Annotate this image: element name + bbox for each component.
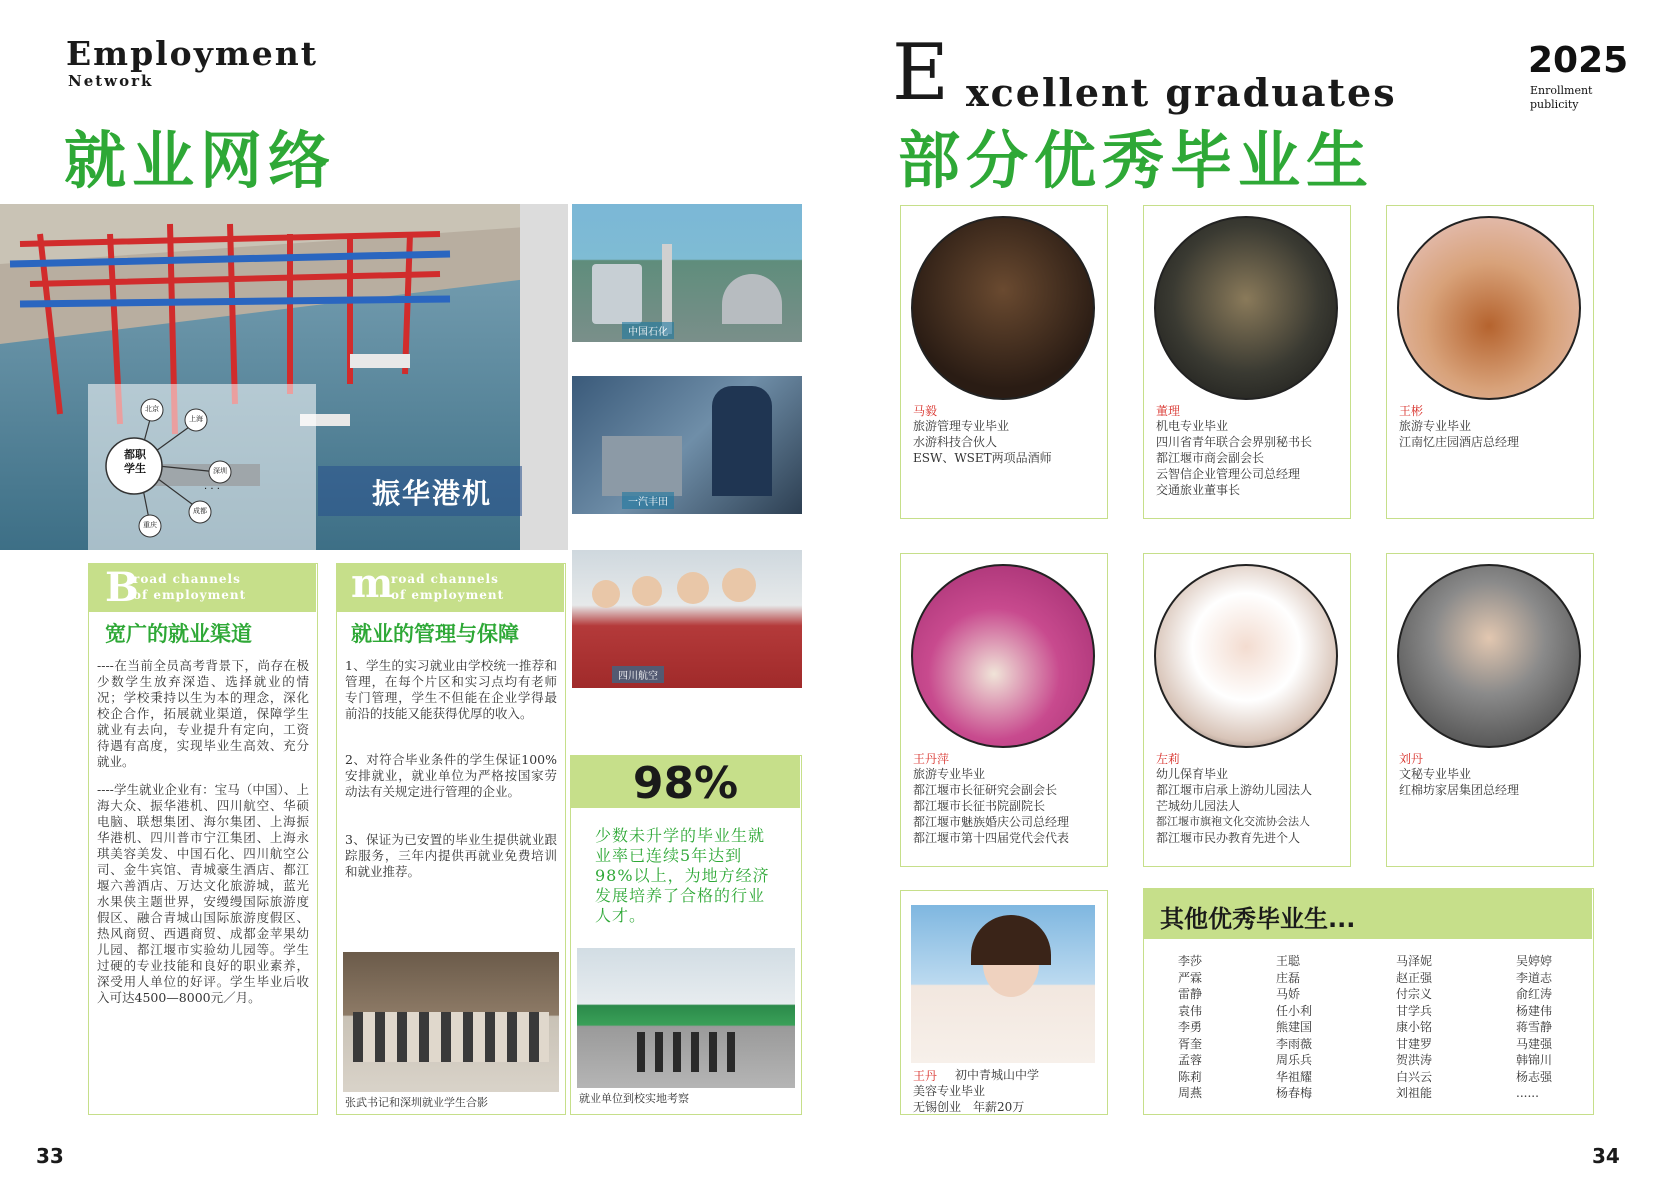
port-photo (0, 204, 568, 550)
other-name: 李莎 (1178, 954, 1203, 968)
other-name: 李勇 (1178, 1020, 1203, 1034)
header-en-sub: Network (68, 72, 154, 90)
other-graduates (1143, 888, 1594, 1115)
other-name: 周乐兵 (1276, 1053, 1313, 1067)
graduate-line-3-2: 都江堰市长征书院副院长 (913, 799, 1046, 813)
graduate-photo-4 (1154, 564, 1338, 748)
other-name: 康小铭 (1396, 1020, 1433, 1034)
stat-value: 98% (632, 758, 739, 809)
other-name: 袁伟 (1178, 1003, 1203, 1018)
other-name: 庄磊 (1276, 970, 1301, 985)
graduate-name-2: 王彬 (1399, 404, 1424, 418)
graduate-line-3-3: 都江堰市魅族婚庆公司总经理 (913, 815, 1070, 829)
graduate-photo-0 (911, 216, 1095, 400)
graduate-line-4-3: 都江堰市旗袍文化交流协会法人 (1156, 815, 1310, 828)
other-name: 华祖耀 (1276, 1069, 1313, 1084)
graduate-line-0-2: ESW、WSET两项品酒师 (913, 451, 1052, 465)
year-sub2: publicity (1530, 98, 1579, 111)
photo-airline (572, 550, 802, 688)
other-name: 韩锦川 (1516, 1053, 1553, 1067)
other-name: 杨志强 (1516, 1069, 1553, 1084)
graduate-name-0: 马毅 (913, 404, 938, 418)
graduate-name-4: 左莉 (1156, 752, 1181, 766)
section-management (336, 560, 566, 1115)
graduate-card-0 (900, 205, 1108, 519)
other-col-1 (1276, 953, 1312, 1102)
stat-text: 少数未升学的毕业生就业率已连续5年达到98%以上，为地方经济发展培养了合格的行业人才。 (595, 826, 770, 925)
section2-p3: 3、保证为已安置的毕业生提供就业跟踪服务，三年内提供再就业免费培训和就业推荐。 (345, 832, 557, 879)
other-name: 吴婷婷 (1516, 954, 1553, 968)
graduate-line-4-1: 都江堰市启承上游幼儿园法人 (1156, 783, 1313, 797)
wangdan-line1: 初中青城山中学 (955, 1068, 1040, 1082)
section2-en-line2: of employment (391, 588, 505, 602)
graduate-card-4 (1143, 553, 1351, 867)
graduate-line-2-1: 江南忆庄园酒店总经理 (1399, 435, 1520, 449)
graduate-photo-2 (1397, 216, 1581, 400)
other-name: 付宗义 (1396, 987, 1433, 1001)
graduate-line-1-2: 都江堰市商会副会长 (1156, 451, 1265, 465)
graduate-line-3-4: 都江堰市第十四届党代会代表 (913, 831, 1070, 845)
header-en: Employment (66, 34, 319, 73)
other-graduates-title: 其他优秀毕业生... (1160, 905, 1356, 933)
other-col-0 (1178, 953, 1202, 1102)
graduate-card-1 (1143, 205, 1351, 519)
graduate-photo-5 (1397, 564, 1581, 748)
wangdan-line3: 无锡创业 年薪20万 (913, 1100, 1025, 1114)
graduate-name-3: 王丹萍 (913, 752, 950, 766)
other-name: 白兴云 (1396, 1069, 1433, 1084)
graduate-line-3-1: 都江堰市长征研究会副会长 (913, 783, 1058, 797)
photo-factory (572, 376, 802, 514)
section1-initial: B (105, 564, 139, 611)
page-title: 就业网络 (64, 124, 337, 197)
graduate-photo-wangdan (911, 905, 1095, 1063)
graduate-line-4-2: 芒城幼儿园法人 (1156, 799, 1241, 813)
graduate-photo-3 (911, 564, 1095, 748)
graduate-line-1-1: 四川省青年联合会界别秘书长 (1156, 435, 1313, 449)
other-name: 马娇 (1276, 987, 1301, 1001)
port-label: 振华港机 (372, 477, 493, 510)
header-rest: xcellent graduates (966, 70, 1397, 115)
other-name: 周燕 (1178, 1086, 1203, 1100)
section2-p2: 2、对符合毕业条件的学生保证100%安排就业，就业单位为严格按国家劳动法有关规定进行管理的企业。 (345, 752, 557, 799)
other-name: 任小利 (1276, 1003, 1313, 1018)
section2-title: 就业的管理与保障 (351, 622, 519, 646)
graduate-line-1-0: 机电专业毕业 (1156, 419, 1229, 433)
section2-p1: 1、学生的实习就业由学校统一推荐和管理，在每个片区和实习点均有老师专门管理，学生不但能在企业学得最前沿的技能又能获得优厚的收入。 (345, 658, 557, 721)
other-name: 俞红涛 (1516, 987, 1553, 1001)
section2-caption: 张武书记和深圳就业学生合影 (345, 1096, 488, 1109)
photo-petrochem (572, 204, 802, 342)
page-number-right: 34 (1592, 1144, 1620, 1168)
other-name: 雷静 (1178, 987, 1203, 1001)
other-name: 蒋雪静 (1516, 1020, 1553, 1034)
graduate-line-4-4: 都江堰市民办教育先进个人 (1156, 831, 1301, 845)
header-initial: E (892, 28, 949, 118)
section2-initial: m (351, 560, 394, 607)
diagram-node-3: 成都 (193, 507, 207, 515)
graduate-line-1-3: 云智信企业管理公司总经理 (1156, 467, 1301, 481)
stat-caption: 就业单位到校实地考察 (579, 1092, 689, 1105)
graduate-name-1: 董理 (1156, 404, 1181, 418)
section1-para2: ----学生就业企业有：宝马（中国）、上海大众、振华港机、四川航空、华硕电脑、联想集团、海尔集团、上海振华港机、四川普市宁江集团、上海永琪美容美发、中国石化、四川航空公司、金牛宾馆、青城豪生酒店、都江堰六善酒店、万达文化旅游城，蓝光水果侠主题世界，安缦缦国际旅游度假区、融合青城山国际旅游度假区、热风商贸、西遇商贸、成都金苹果幼儿园、都江堰市实验幼儿园等。学生过硬的专业技能和良好的职业素养，深受用人单位的好评。学生毕业后收入可达4500—8000元／月。 (97, 782, 309, 1005)
section1-title: 宽广的就业渠道 (105, 622, 252, 646)
other-col-2 (1396, 953, 1432, 1102)
graduate-line-0-1: 水游科技合伙人 (913, 435, 998, 449)
graduate-card-3 (900, 553, 1108, 867)
group-photo-students (343, 952, 559, 1092)
other-name: 甘建罗 (1396, 1036, 1433, 1051)
stat-card (570, 755, 802, 1115)
other-name: 贺洪涛 (1396, 1053, 1433, 1067)
wangdan-line2: 美容专业毕业 (913, 1084, 986, 1098)
other-name: 刘祖能 (1396, 1086, 1433, 1100)
graduate-line-0-0: 旅游管理专业毕业 (913, 419, 1010, 433)
graduate-line-1-4: 交通旅业董事长 (1156, 483, 1241, 497)
section1-en-line1: road channels (133, 572, 241, 586)
section-broad-channels (88, 563, 318, 1115)
section1-en-line2: of employment (133, 588, 247, 602)
graduate-name-wangdan: 王丹 (913, 1069, 938, 1083)
graduate-line-5-0: 文秘专业毕业 (1399, 767, 1472, 781)
section2-en-line1: road channels (391, 572, 499, 586)
other-name: 李道志 (1516, 970, 1553, 985)
graduate-card-2 (1386, 205, 1594, 519)
other-name: 李雨薇 (1276, 1036, 1313, 1051)
other-name: 赵正强 (1396, 970, 1433, 985)
diagram-node-0: 北京 (145, 405, 159, 413)
diagram-node-1: 上海 (189, 415, 203, 423)
graduate-line-4-0: 幼儿保育毕业 (1156, 767, 1229, 781)
section1-header (89, 564, 316, 612)
graduate-card-5 (1386, 553, 1594, 867)
section2-header (337, 560, 564, 612)
diagram-node-4: 重庆 (143, 521, 157, 529)
other-col-3 (1516, 953, 1552, 1102)
other-name: ...... (1516, 1086, 1539, 1100)
other-name: 孟蓉 (1178, 1053, 1203, 1067)
graduate-line-2-0: 旅游专业毕业 (1399, 419, 1472, 433)
diagram-center: 都职 学生 (124, 448, 146, 475)
photo-label-1: 一汽丰田 (622, 492, 674, 509)
other-name: 杨春梅 (1276, 1086, 1313, 1100)
right-page-title: 部分优秀毕业生 (898, 124, 1375, 197)
other-name: 马泽妮 (1396, 954, 1433, 968)
other-name: 陈莉 (1178, 1069, 1203, 1084)
graduate-line-5-1: 红棉坊家居集团总经理 (1399, 783, 1520, 797)
graduate-photo-1 (1154, 216, 1338, 400)
year: 2025 (1528, 40, 1629, 81)
other-name: 熊建国 (1276, 1020, 1313, 1034)
diagram-dots: · · · (204, 484, 220, 495)
other-name: 杨建伟 (1516, 1003, 1553, 1018)
other-name: 马建强 (1516, 1036, 1553, 1051)
other-name: 王聪 (1276, 954, 1301, 968)
photo-label-0: 中国石化 (622, 322, 674, 339)
diagram-node-2: 深圳 (213, 467, 227, 475)
graduate-name-5: 刘丹 (1399, 752, 1424, 766)
page-number-left: 33 (36, 1144, 64, 1168)
other-name: 严霖 (1178, 970, 1203, 985)
graduate-card-wangdan (900, 890, 1108, 1115)
year-sub1: Enrollment (1530, 84, 1593, 97)
other-name: 甘学兵 (1396, 1003, 1433, 1018)
section1-para1: ----在当前全员高考背景下，尚存在极少数学生放弃深造、选择就业的情况；学校秉持以生为本的理念，深化校企合作，拓展就业渠道，保障学生就业有去向，专业提升有定向，工资待遇有高度，实现毕业生高效、充分就业。 (97, 658, 309, 769)
photo-label-2: 四川航空 (612, 666, 664, 683)
graduate-line-3-0: 旅游专业毕业 (913, 767, 986, 781)
campus-visit-photo (577, 948, 795, 1088)
network-diagram (88, 384, 316, 550)
other-name: 胥奎 (1178, 1036, 1203, 1051)
